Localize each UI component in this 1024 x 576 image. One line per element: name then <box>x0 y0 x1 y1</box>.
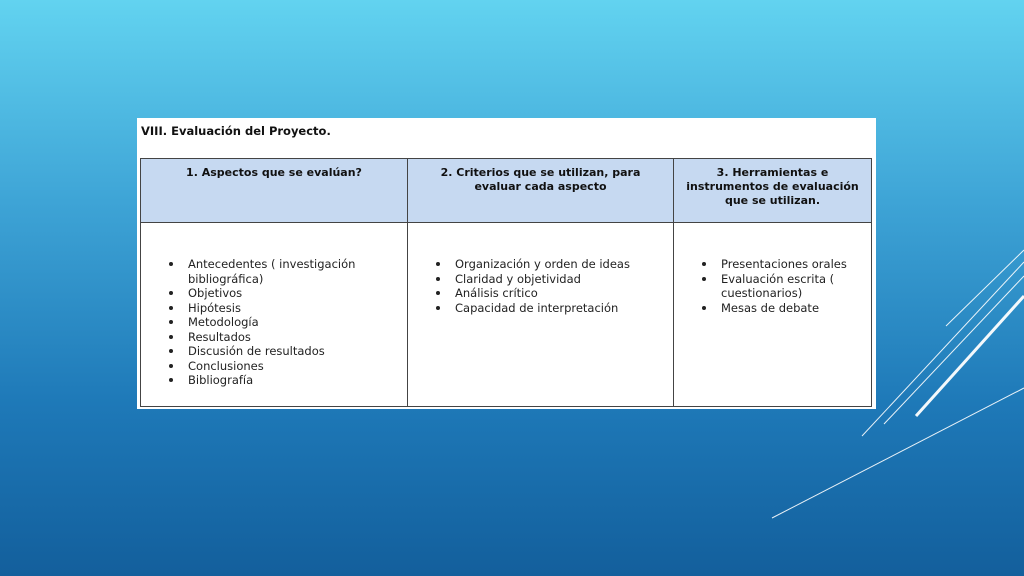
header-criteria: 2. Criterios que se utilizan, para evaluar cada aspecto <box>408 159 674 223</box>
cell-aspects <box>141 223 408 407</box>
list-item: Análisis crítico <box>455 286 673 301</box>
list-item: Antecedentes ( investigación bibliográfica) <box>188 257 407 286</box>
document-card <box>137 118 876 409</box>
list-item: Hipótesis <box>188 301 407 316</box>
list-item: Capacidad de interpretación <box>455 301 673 316</box>
list-item: Resultados <box>188 330 407 345</box>
list-item: Organización y orden de ideas <box>455 257 673 272</box>
criteria-list <box>408 223 673 315</box>
header-tools: 3. Herramientas e instrumentos de evaluación que se utilizan. <box>674 159 872 223</box>
list-item: Presentaciones orales <box>721 257 871 272</box>
table-header-row <box>141 159 872 223</box>
list-item: Conclusiones <box>188 359 407 374</box>
list-item: Evaluación escrita ( cuestionarios) <box>721 272 871 301</box>
aspects-list <box>141 223 407 388</box>
table-row <box>141 223 872 407</box>
header-aspects: 1. Aspectos que se evalúan? <box>141 159 408 223</box>
document-title: VIII. Evaluación del Proyecto. <box>141 124 331 138</box>
cell-tools <box>674 223 872 407</box>
tools-list <box>674 223 871 315</box>
list-item: Mesas de debate <box>721 301 871 316</box>
list-item: Metodología <box>188 315 407 330</box>
list-item: Discusión de resultados <box>188 344 407 359</box>
list-item: Objetivos <box>188 286 407 301</box>
list-item: Bibliografía <box>188 373 407 388</box>
evaluation-table <box>140 158 872 407</box>
list-item: Claridad y objetividad <box>455 272 673 287</box>
cell-criteria <box>408 223 674 407</box>
